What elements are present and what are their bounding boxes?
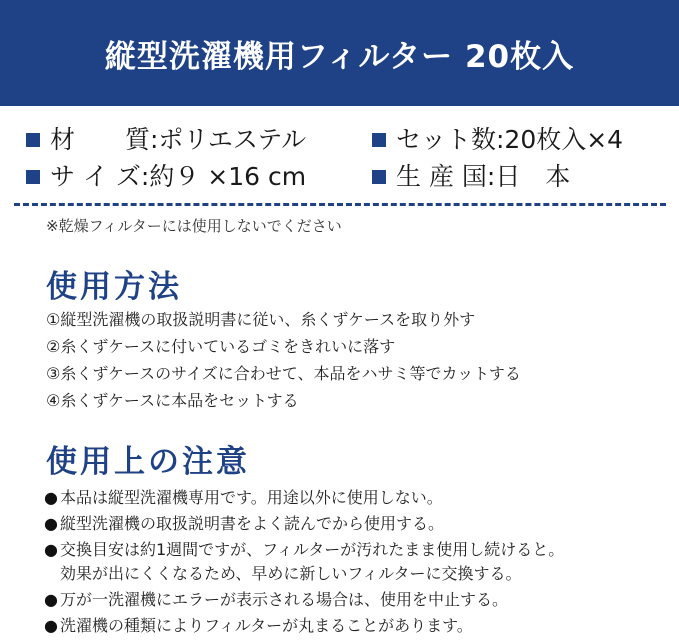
usage-step: ④糸くずケースに本品をセットする (46, 391, 299, 410)
caution-text: 縦型洗濯機の取扱説明書をよく読んでから使用する。 (60, 514, 445, 533)
cautions-list (44, 486, 564, 640)
spec-set-count (372, 118, 623, 158)
bullet-dot-icon: ● (44, 540, 58, 559)
usage-step: ③糸くずケースのサイズに合わせて、本品をハサミ等でカットする (46, 364, 521, 383)
usage-steps-list (46, 306, 521, 414)
spec-size (26, 155, 306, 195)
product-title: 縦型洗濯機用フィルター 20枚入 (104, 38, 575, 75)
bullet-dot-icon: ● (44, 514, 58, 533)
square-bullet-icon (372, 170, 386, 184)
spec-row-2 (0, 155, 679, 195)
bullet-dot-icon: ● (44, 488, 58, 507)
caution-item (44, 486, 564, 510)
title-banner (0, 0, 679, 106)
dryer-filter-note: ※乾燥フィルターには使用しないでください (46, 217, 342, 235)
spec-material (26, 118, 306, 158)
dashed-divider (14, 203, 666, 206)
usage-heading: 使用方法 (46, 269, 182, 305)
bullet-dot-icon: ● (44, 616, 58, 635)
square-bullet-icon (372, 133, 386, 147)
spec-row-1 (0, 118, 679, 158)
usage-step: ①縦型洗濯機の取扱説明書に従い、糸くずケースを取り外す (46, 310, 476, 329)
spec-size-text: サ イ ズ:約９ ×16 cm (50, 162, 307, 191)
caution-item (44, 538, 564, 586)
caution-text: 万が一洗濯機にエラーが表示される場合は、使用を中止する。 (60, 590, 509, 609)
caution-text: 本品は縦型洗濯機専用です。用途以外に使用しない。 (60, 488, 443, 507)
caution-item (44, 614, 564, 638)
caution-item (44, 512, 564, 536)
usage-step: ②糸くずケースに付いているゴミをきれいに落す (46, 337, 396, 356)
caution-item (44, 588, 564, 612)
spec-origin-text: 生 産 国:日 本 (396, 162, 571, 191)
spec-set-count-text: セット数:20枚入×4 (396, 125, 624, 154)
bullet-dot-icon: ● (44, 590, 58, 609)
square-bullet-icon (26, 170, 40, 184)
spec-origin (372, 155, 570, 195)
caution-text: 洗濯機の種類によりフィルターが丸まることがあります。 (60, 616, 473, 635)
cautions-heading: 使用上の注意 (46, 444, 250, 480)
square-bullet-icon (26, 133, 40, 147)
caution-text: 交換目安は約1週間ですが、フィルターが汚れたまま使用し続けると。 効果が出にくくなるため、早めに新しいフィルターに交換する。 (60, 540, 565, 583)
spec-material-text: 材 質:ポリエステル (50, 125, 307, 154)
